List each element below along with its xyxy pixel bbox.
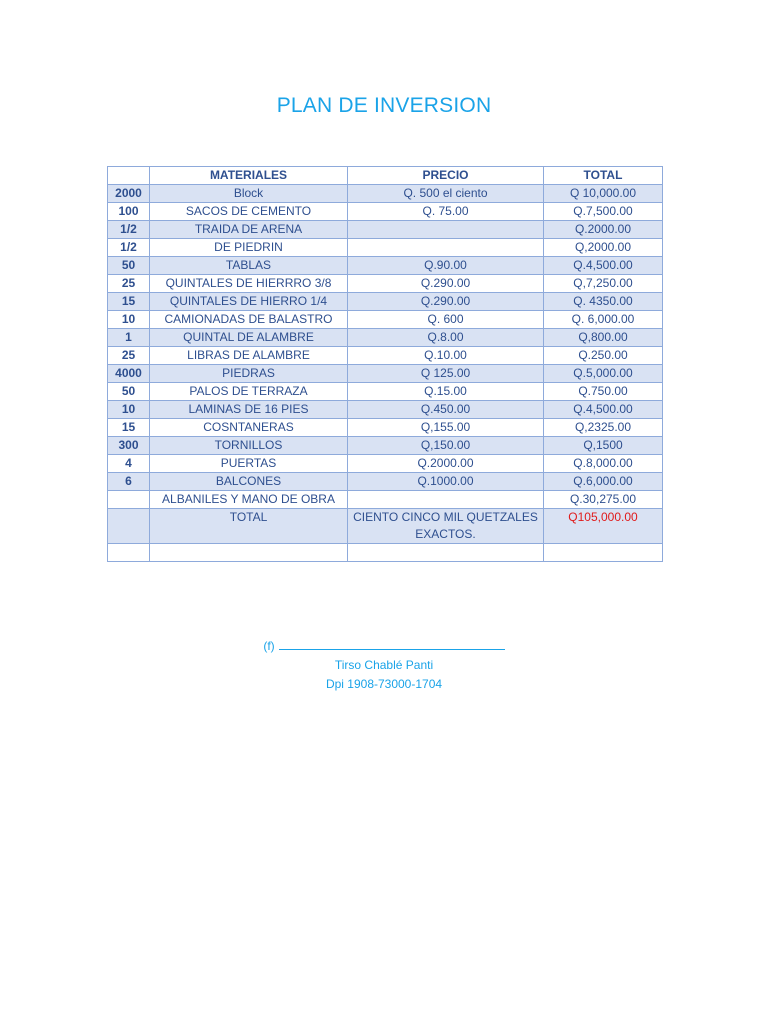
grand-total-amount: Q105,000.00 — [544, 509, 663, 544]
row-material: CAMIONADAS DE BALASTRO — [150, 311, 348, 329]
empty-cell — [108, 544, 150, 562]
row-total: Q. 4350.00 — [544, 293, 663, 311]
row-total: Q.30,275.00 — [544, 491, 663, 509]
row-qty: 6 — [108, 473, 150, 491]
row-precio — [348, 491, 544, 509]
row-qty: 15 — [108, 293, 150, 311]
table-row — [108, 185, 663, 203]
row-qty: 4 — [108, 455, 150, 473]
row-total: Q.250.00 — [544, 347, 663, 365]
table-row — [108, 437, 663, 455]
row-total: Q,2325.00 — [544, 419, 663, 437]
total-row — [108, 509, 663, 544]
row-qty: 15 — [108, 419, 150, 437]
row-material: LIBRAS DE ALAMBRE — [150, 347, 348, 365]
table-row — [108, 347, 663, 365]
header-materiales: MATERIALES — [150, 167, 348, 185]
row-total: Q,2000.00 — [544, 239, 663, 257]
row-precio: Q.450.00 — [348, 401, 544, 419]
row-qty: 10 — [108, 311, 150, 329]
row-total: Q. 6,000.00 — [544, 311, 663, 329]
row-material: ALBANILES Y MANO DE OBRA — [150, 491, 348, 509]
row-precio: Q.1000.00 — [348, 473, 544, 491]
row-precio: Q. 600 — [348, 311, 544, 329]
total-label: TOTAL — [150, 509, 348, 544]
row-precio: Q. 75.00 — [348, 203, 544, 221]
row-precio: Q,150.00 — [348, 437, 544, 455]
row-total: Q.8,000.00 — [544, 455, 663, 473]
row-precio: Q 125.00 — [348, 365, 544, 383]
row-qty: 25 — [108, 275, 150, 293]
table-row — [108, 239, 663, 257]
total-in-words: CIENTO CINCO MIL QUETZALES EXACTOS. — [348, 509, 544, 544]
table-row — [108, 419, 663, 437]
signature-line — [0, 637, 768, 656]
row-material: TORNILLOS — [150, 437, 348, 455]
table-row — [108, 383, 663, 401]
empty-cell — [150, 544, 348, 562]
row-precio — [348, 239, 544, 257]
row-total: Q,800.00 — [544, 329, 663, 347]
row-precio: Q,155.00 — [348, 419, 544, 437]
row-precio: Q.290.00 — [348, 293, 544, 311]
table-row — [108, 491, 663, 509]
row-qty: 2000 — [108, 185, 150, 203]
table-row — [108, 221, 663, 239]
row-material: QUINTALES DE HIERRRO 3/8 — [150, 275, 348, 293]
row-material: DE PIEDRIN — [150, 239, 348, 257]
empty-row — [108, 544, 663, 562]
row-total: Q.6,000.00 — [544, 473, 663, 491]
row-qty — [108, 491, 150, 509]
table-row — [108, 257, 663, 275]
row-material: TRAIDA DE ARENA — [150, 221, 348, 239]
row-qty: 300 — [108, 437, 150, 455]
row-precio: Q.8.00 — [348, 329, 544, 347]
table-row — [108, 365, 663, 383]
row-precio: Q.90.00 — [348, 257, 544, 275]
table-row — [108, 329, 663, 347]
row-total: Q,7,250.00 — [544, 275, 663, 293]
row-total: Q.2000.00 — [544, 221, 663, 239]
row-material: COSNTANERAS — [150, 419, 348, 437]
row-qty: 1/2 — [108, 239, 150, 257]
row-qty: 1/2 — [108, 221, 150, 239]
row-qty: 50 — [108, 383, 150, 401]
row-qty: 1 — [108, 329, 150, 347]
row-precio — [348, 221, 544, 239]
row-precio: Q.2000.00 — [348, 455, 544, 473]
signature-underline — [279, 637, 505, 650]
table-row — [108, 401, 663, 419]
table-header-row — [108, 167, 663, 185]
row-total: Q.750.00 — [544, 383, 663, 401]
row-precio: Q. 500 el ciento — [348, 185, 544, 203]
investment-table — [107, 166, 663, 562]
table-row — [108, 275, 663, 293]
row-total: Q.4,500.00 — [544, 257, 663, 275]
empty-cell — [544, 544, 663, 562]
table-row — [108, 203, 663, 221]
row-material: PIEDRAS — [150, 365, 348, 383]
row-material: BALCONES — [150, 473, 348, 491]
row-material: PALOS DE TERRAZA — [150, 383, 348, 401]
table-row — [108, 473, 663, 491]
row-precio: Q.15.00 — [348, 383, 544, 401]
row-qty: 100 — [108, 203, 150, 221]
row-qty: 4000 — [108, 365, 150, 383]
document-title: PLAN DE INVERSION — [276, 94, 492, 117]
row-total: Q.5,000.00 — [544, 365, 663, 383]
total-qty-cell — [108, 509, 150, 544]
row-precio: Q.10.00 — [348, 347, 544, 365]
row-total: Q.4,500.00 — [544, 401, 663, 419]
row-material: Block — [150, 185, 348, 203]
header-precio: PRECIO — [348, 167, 544, 185]
row-precio: Q.290.00 — [348, 275, 544, 293]
row-material: PUERTAS — [150, 455, 348, 473]
row-total: Q 10,000.00 — [544, 185, 663, 203]
header-qty — [108, 167, 150, 185]
row-material: TABLAS — [150, 257, 348, 275]
empty-cell — [348, 544, 544, 562]
row-material: QUINTALES DE HIERRO 1/4 — [150, 293, 348, 311]
row-total: Q,1500 — [544, 437, 663, 455]
row-material: SACOS DE CEMENTO — [150, 203, 348, 221]
table-row — [108, 293, 663, 311]
signer-dpi: Dpi 1908-73000-1704 — [325, 677, 443, 691]
signer-name: Tirso Chablé Panti — [334, 658, 434, 672]
table-row — [108, 455, 663, 473]
row-qty: 25 — [108, 347, 150, 365]
row-total: Q.7,500.00 — [544, 203, 663, 221]
row-qty: 50 — [108, 257, 150, 275]
header-total: TOTAL — [544, 167, 663, 185]
row-material: QUINTAL DE ALAMBRE — [150, 329, 348, 347]
row-material: LAMINAS DE 16 PIES — [150, 401, 348, 419]
signature-prefix: (f) — [263, 639, 275, 653]
table-row — [108, 311, 663, 329]
row-qty: 10 — [108, 401, 150, 419]
